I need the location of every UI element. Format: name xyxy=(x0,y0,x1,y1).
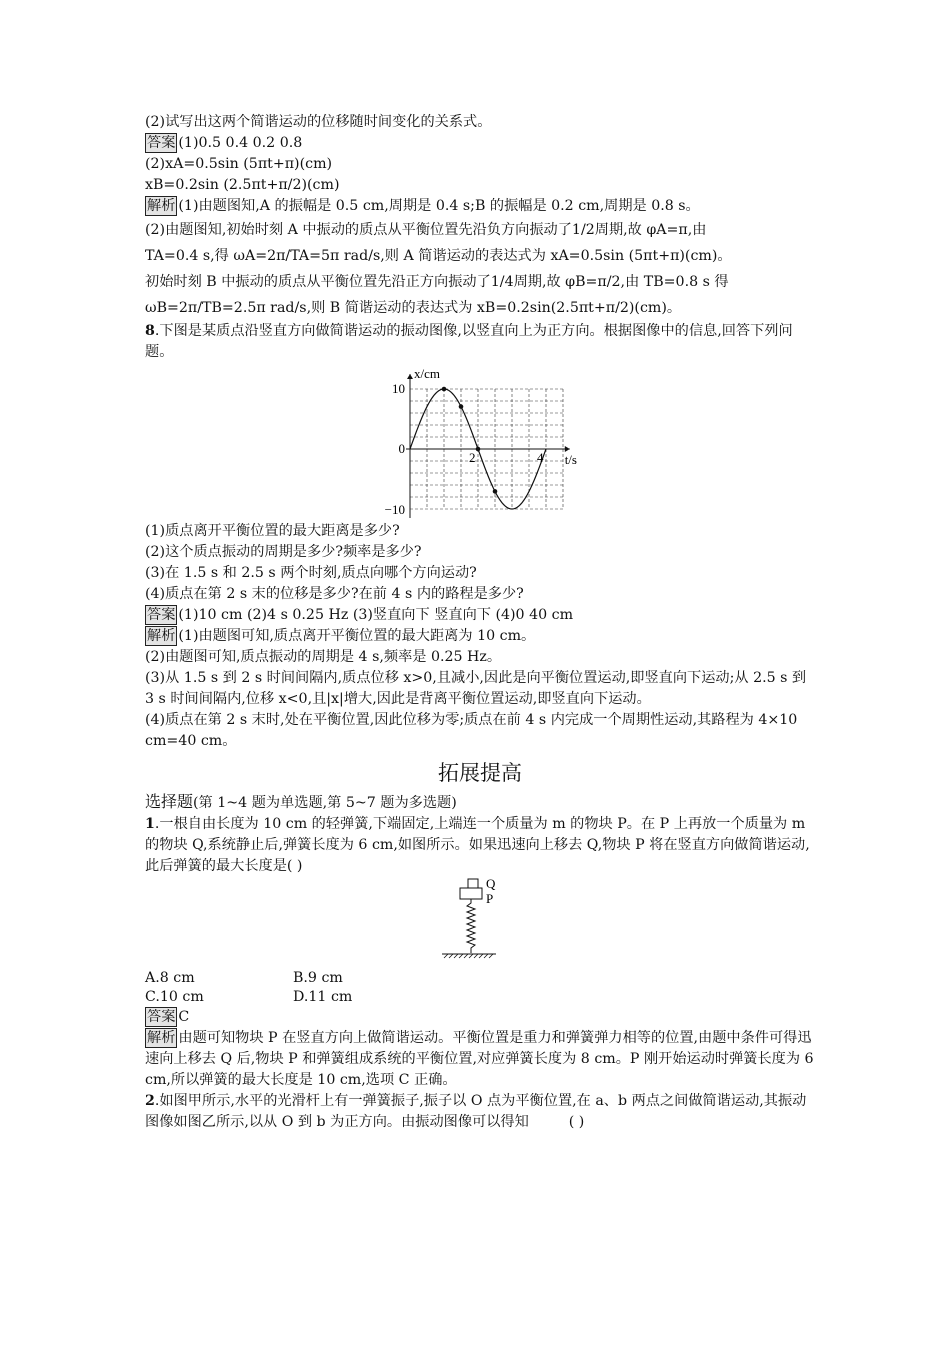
marked-point xyxy=(459,404,464,409)
analysis-8-line-1 xyxy=(145,626,815,647)
answer-8-text: (1)10 cm (2)4 s 0.25 Hz (3)竖直向下 竖直向下 (4)0 40 cm xyxy=(178,607,574,623)
question-1-number: 1 xyxy=(145,816,155,832)
question-1-text: .一根自由长度为 10 cm 的轻弹簧,下端固定,上端连一个质量为 m 的物块 P。在 P 上再放一个质量为 m 的物块 Q,系统静止后,弹簧长度为 6 cm,如图所示。如果迅速向上移去 Q,物块 P 将在竖直方向做简谐运动,此后弹簧的最大长度是( ) xyxy=(145,816,810,874)
block-q-label: Q xyxy=(486,877,496,891)
question-8-sub-1: (1)质点离开平衡位置的最大距离是多少? xyxy=(145,523,400,539)
question-8-stem xyxy=(145,321,815,363)
analysis-tag: 解析 xyxy=(147,1030,176,1046)
block-q xyxy=(468,879,478,888)
analysis-1 xyxy=(145,1028,815,1091)
spring-diagram xyxy=(440,877,520,969)
select-heading-note: (第 1~4 题为单选题,第 5~7 题为多选题) xyxy=(193,795,457,811)
select-heading-label: 选择题 xyxy=(145,792,194,811)
answer-1-text: C xyxy=(178,1009,190,1025)
marked-point xyxy=(476,447,481,452)
question-2-stem xyxy=(145,1091,815,1133)
analysis-7-line-5: ωB=2π/TB=2.5π rad/s,则 B 简谐运动的表达式为 xB=0.2sin(2.5πt+π/2)(cm)。 xyxy=(145,300,682,316)
answer-tag: 答案 xyxy=(147,135,176,151)
y-axis-label: x/cm xyxy=(414,365,440,381)
analysis-7-line-3: TA=0.4 s,得 ωA=2π/TA=5π rad/s,则 A 简谐运动的表达式为 xA=0.5sin (5πt+π)(cm)。 xyxy=(145,248,732,264)
block-p xyxy=(460,888,482,899)
y-axis-arrow xyxy=(407,374,413,379)
question-1-options xyxy=(145,969,815,1007)
question-8-sub-4: (4)质点在第 2 s 末的位移是多少?在前 4 s 内的路程是多少? xyxy=(145,586,524,602)
question-8-number: 8 xyxy=(145,323,155,339)
analysis-1-text: 由题可知物块 P 在竖直方向上做简谐运动。平衡位置是重力和弹簧弹力相等的位置,由题中条件可得迅速向上移去 Q 后,物块 P 和弹簧组成系统的平衡位置,对应弹簧长度为 8 cm。P 刚开始运动时弹簧长度为 6 cm,所以弹簧的最大长度是 10 cm,选项 C 正确。 xyxy=(145,1030,814,1088)
answer-7-text-1: (1)0.5 0.4 0.2 0.8 xyxy=(178,135,303,151)
y-tick-label: −10 xyxy=(384,502,405,517)
analysis-7-line-4: 初始时刻 B 中振动的质点从平衡位置先沿正方向振动了1/4周期,故 φB=π/2,由 TB=0.8 s 得 xyxy=(145,274,729,290)
question-1-stem xyxy=(145,814,815,877)
question-2-number: 2 xyxy=(145,1093,155,1109)
analysis-8-text-1: (1)由题图可知,质点离开平衡位置的最大距离为 10 cm。 xyxy=(178,628,536,644)
vibration-graph xyxy=(380,363,580,521)
answer-tag: 答案 xyxy=(147,607,176,623)
option-b: B.9 cm xyxy=(293,970,343,986)
question-8-text: .下图是某质点沿竖直方向做简谐运动的振动图像,以竖直向上为正方向。根据图像中的信息,回答下列问题。 xyxy=(145,323,793,360)
analysis-7-text-1: (1)由题图知,A 的振幅是 0.5 cm,周期是 0.4 s;B 的振幅是 0.2 cm,周期是 0.8 s。 xyxy=(178,198,700,214)
x-tick-label: 2 xyxy=(469,450,476,465)
marked-point xyxy=(442,387,447,392)
answer-tag: 答案 xyxy=(147,1009,176,1025)
analysis-tag: 解析 xyxy=(147,628,176,644)
x-axis-label: t/s xyxy=(564,452,577,467)
question-8-sub-3: (3)在 1.5 s 和 2.5 s 两个时刻,质点向哪个方向运动? xyxy=(145,565,477,581)
question-2-text: .如图甲所示,水平的光滑杆上有一弹簧振子,振子以 O 点为平衡位置,在 a、b 两点之间做简谐运动,其振动图像如图乙所示,以从 O 到 b 为正方向。由振动图像可以得知 xyxy=(145,1093,807,1130)
analysis-7-line-2: (2)由题图知,初始时刻 A 中振动的质点从平衡位置先沿负方向振动了1/2周期,故 φA=π,由 xyxy=(145,222,707,238)
question-2-paren: ( ) xyxy=(568,1114,585,1130)
analysis-7-line-1 xyxy=(145,196,815,217)
x-tick-label: 4 xyxy=(537,450,544,465)
block-p-label: P xyxy=(486,891,494,906)
answer-8-line xyxy=(145,605,815,626)
page-content xyxy=(145,112,815,1133)
spring-coil xyxy=(467,899,475,953)
analysis-8-line-4: (4)质点在第 2 s 末时,处在平衡位置,因此位移为零;质点在前 4 s 内完成一个周期性运动,其路程为 4×10 cm=40 cm。 xyxy=(145,712,798,749)
select-heading xyxy=(145,790,815,814)
question-8-sub-2: (2)这个质点振动的周期是多少?频率是多少? xyxy=(145,544,422,560)
option-d: D.11 cm xyxy=(293,989,353,1005)
section-title: 拓展提高 xyxy=(438,761,522,785)
y-tick-label: 10 xyxy=(392,381,405,396)
answer-7-line-3: xB=0.2sin (2.5πt+π/2)(cm) xyxy=(145,177,340,193)
answer-7-line-1 xyxy=(145,133,815,154)
answer-7-line-2: (2)xA=0.5sin (5πt+π)(cm) xyxy=(145,156,333,172)
answer-1-line xyxy=(145,1007,815,1028)
analysis-tag: 解析 xyxy=(147,198,176,214)
ground-hatch xyxy=(444,954,493,958)
question-7-part-2: (2)试写出这两个简谐运动的位移随时间变化的关系式。 xyxy=(145,114,492,130)
analysis-8-line-3: (3)从 1.5 s 到 2 s 时间间隔内,质点位移 x>0,且减小,因此是向平衡位置运动,即竖直向下运动;从 2.5 s 到 3 s 时间间隔内,位移 x<0,且|x|增大,因此是背离平衡位置运动,即竖直向下运动。 xyxy=(145,670,807,707)
option-a: A.8 cm xyxy=(145,970,195,986)
option-c: C.10 cm xyxy=(145,989,204,1005)
marked-point xyxy=(493,489,498,494)
y-tick-label: 0 xyxy=(398,441,405,456)
analysis-8-line-2: (2)由题图可知,质点振动的周期是 4 s,频率是 0.25 Hz。 xyxy=(145,649,502,665)
